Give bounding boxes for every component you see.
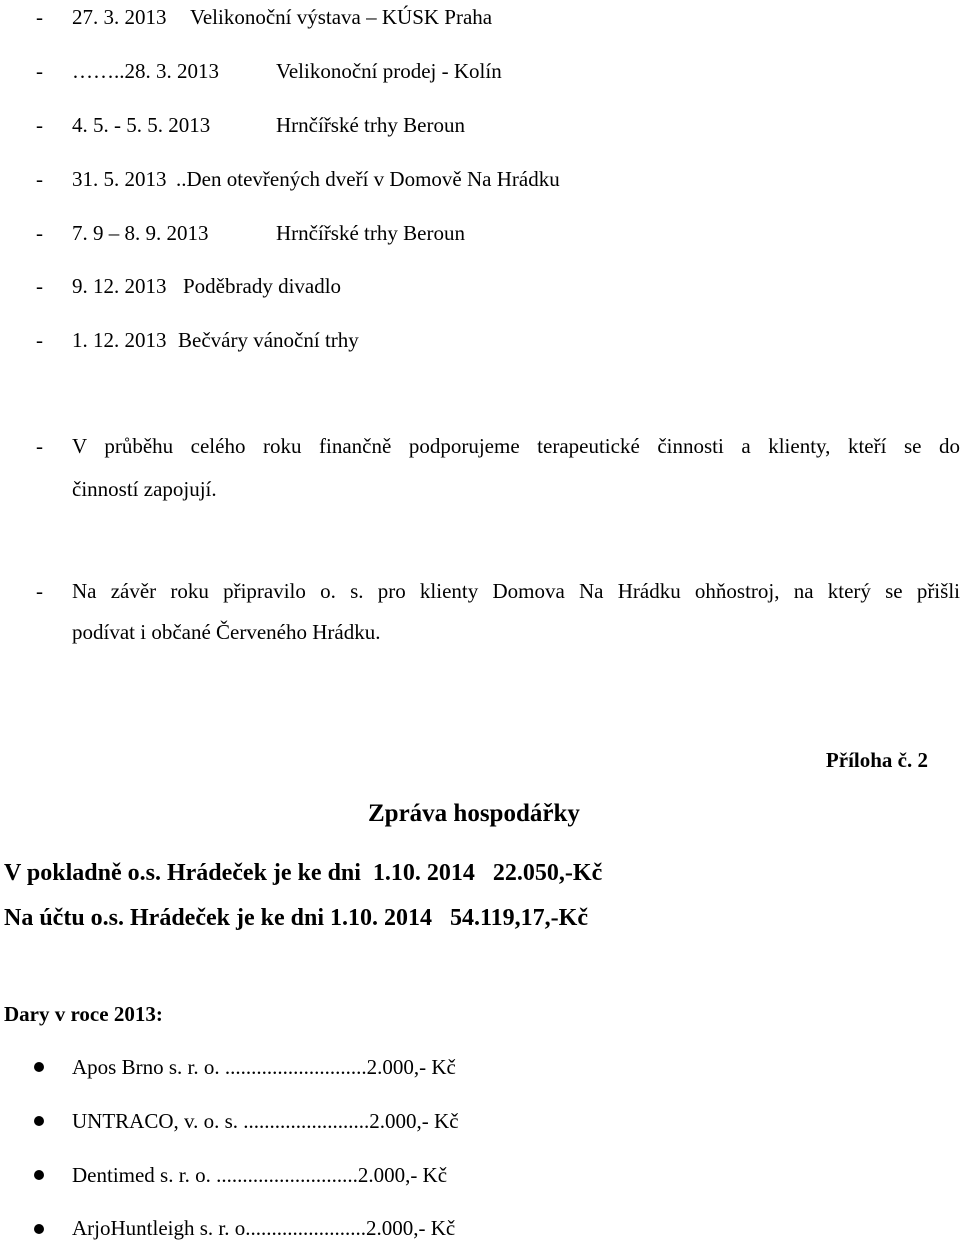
cash-balance: V pokladně o.s. Hrádeček je ke dni 1.10. 2014 22.050,-Kč <box>4 860 603 886</box>
donation-item: UNTRACO, v. o. s. ........................2.000,- Kč <box>72 1109 459 1133</box>
event-dash: - <box>36 167 43 191</box>
donations-heading: Dary v roce 2013: <box>4 1002 163 1026</box>
event-desc: Hrnčířské trhy Beroun <box>276 221 465 245</box>
paragraph-line: Na závěr roku připravilo o. s. pro klienty Domova Na Hrádku ohňostroj, na který se přišli <box>72 579 960 603</box>
appendix-label: Příloha č. 2 <box>825 748 928 772</box>
paragraph-dash: - <box>36 579 43 603</box>
paragraph-line: V průběhu celého roku finančně podporujeme terapeutické činnosti a klienty, kteří se do <box>72 434 960 458</box>
paragraph-dash: - <box>36 434 43 458</box>
paragraph-line: činností zapojují. <box>72 477 217 501</box>
event-date: 7. 9 – 8. 9. 2013 <box>72 221 209 245</box>
event-date: 4. 5. - 5. 5. 2013 <box>72 113 211 137</box>
event-desc: Bečváry vánoční trhy <box>178 328 359 352</box>
event-dash: - <box>36 59 43 83</box>
bullet-icon <box>34 1224 44 1234</box>
report-title: Zpráva hospodářky <box>368 800 580 827</box>
event-dash: - <box>36 5 43 29</box>
event-desc: Hrnčířské trhy Beroun <box>276 113 465 137</box>
donation-item: Dentimed s. r. o. ...........................2.000,- Kč <box>72 1163 448 1187</box>
event-dash: - <box>36 274 43 298</box>
event-desc: Velikonoční výstava – KÚSK Praha <box>190 5 493 29</box>
event-date: ……..28. 3. 2013 <box>72 59 219 83</box>
paragraph-line: podívat i občané Červeného Hrádku. <box>72 620 381 644</box>
event-date: 1. 12. 2013 <box>72 328 167 352</box>
bullet-icon <box>34 1062 44 1072</box>
donation-item: Apos Brno s. r. o. ...........................2.000,- Kč <box>72 1055 456 1079</box>
event-desc: ..Den otevřených dveří v Domově Na Hrádku <box>176 167 560 191</box>
event-date: 27. 3. 2013 <box>72 5 167 29</box>
donation-item: ArjoHuntleigh s. r. o.......................2.000,- Kč <box>72 1216 456 1240</box>
event-dash: - <box>36 113 43 137</box>
account-balance: Na účtu o.s. Hrádeček je ke dni 1.10. 2014 54.119,17,-Kč <box>4 905 588 931</box>
event-date: 9. 12. 2013 <box>72 274 167 298</box>
event-desc: Velikonoční prodej - Kolín <box>276 59 502 83</box>
bullet-icon <box>34 1170 44 1180</box>
bullet-icon <box>34 1116 44 1126</box>
event-desc: Poděbrady divadlo <box>183 274 342 298</box>
event-dash: - <box>36 328 43 352</box>
event-date: 31. 5. 2013 <box>72 167 167 191</box>
event-dash: - <box>36 221 43 245</box>
